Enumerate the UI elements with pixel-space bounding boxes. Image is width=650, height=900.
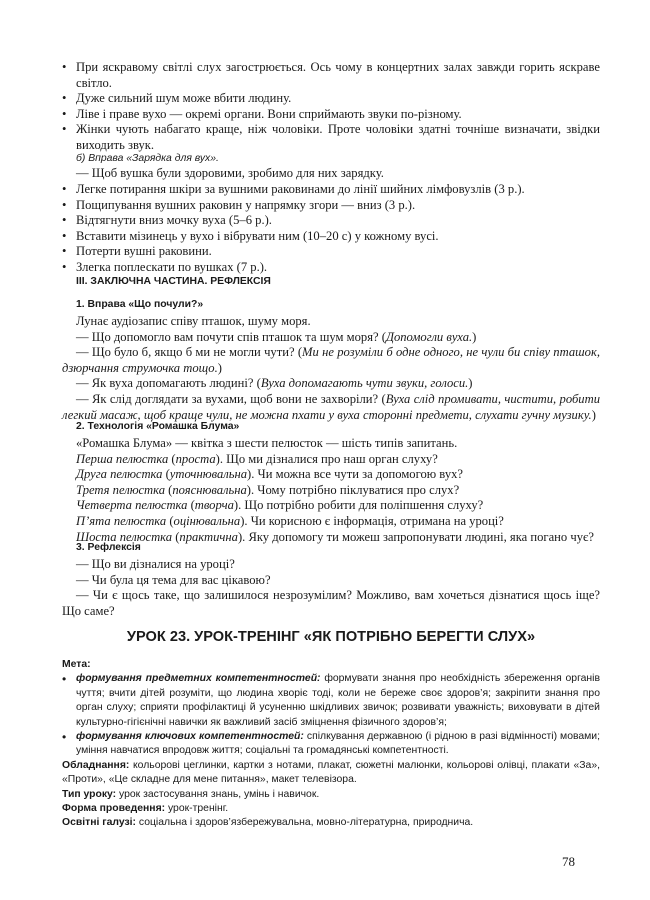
list-item: • формування ключових компетентностей: спілкування державною (і рідною в разі відмінності) мовами; уміння навчатися впродовж життя; соціальні та громадянські компетентності.: [62, 730, 600, 759]
subsection-heading: 3. Рефлексія: [76, 542, 141, 553]
list-item: • При яскравому світлі слух загострюється. Ось чому в концертних залах завжди горить яскраве світло.: [62, 60, 600, 91]
list-item: • формування предметних компетентностей: формувати знання про необхідність збереження органів чуття; вчити дітей розуміти, що людина хворіє тоді, коли не береже своє здоров’я; закріпити знання про орган слуху; сприяти профілактиці й усуненню шкідливих звичок; розвивати уважність; виховувати в дітей культурно-гігієнічні навички як важливий засіб зміцнення фізичного здоров’я;: [62, 672, 600, 730]
equipment: Обладнання: кольорові цеглинки, картки з нотами, плакат, сюжетні малюнки, кольорові олівці, плакати «За», «Проти», «Це складне для мене питання», макет телевізора.: [62, 759, 600, 786]
list-item: • Дуже сильний шум може вбити людину.: [62, 91, 600, 107]
list-item: • Пощипування вушних раковин у напрямку згори — вниз (3 р.).: [62, 198, 600, 214]
list-item: • Відтягнути вниз мочку вуха (5–6 р.).: [62, 213, 600, 229]
reflection: [62, 541, 600, 619]
section-heading: III. ЗАКЛЮЧНА ЧАСТИНА. РЕФЛЕКСІЯ: [76, 276, 271, 287]
subsection-heading: 1. Вправа «Що почули?»: [76, 299, 204, 310]
subsection-heading: 2. Технологія «Ромашка Блума»: [76, 421, 240, 432]
list-item: • Ліве і праве вухо — окремі органи. Вони сприймають звуки по-різному.: [62, 107, 600, 123]
bloom-daisy: [62, 420, 600, 545]
list-item: • Злегка поплескати по вушках (7 р.).: [62, 260, 600, 276]
lesson-type: Тип уроку: урок застосування знань, умінь і навичок.: [62, 788, 320, 800]
list-item: • Легке потирання шкіри за вушними раковинами до лінії шийних лімфовузлів (3 р.).: [62, 182, 600, 198]
petal-line: Третя пелюстка (пояснювальна). Чому потрібно піклуватися про слух?: [76, 482, 460, 497]
educational-areas: Освітні галузі: соціальна і здоров’язбережувальна, мовно-літературна, природнича.: [62, 817, 474, 829]
goal-label: Мета:: [62, 659, 91, 670]
bloom-daisy-body: [62, 436, 600, 545]
lesson-title: УРОК 23. УРОК-ТРЕНІНГ «ЯК ПОТРІБНО БЕРЕГТИ СЛУХ»: [126, 629, 536, 645]
exercise-ear-charging: [62, 152, 600, 276]
exercise-intro: — Щоб вушка були здоровими, зробимо для них зарядку.: [76, 166, 384, 181]
facts-list: [62, 60, 600, 154]
dialogue-line: — Як слід доглядати за вухами, щоб вони не захворіли? (Вуха слід промивати, чистити, робити легкий масаж, щоб краще чули, не можна пхати у вуха сторонні предмети, слухати гучну музику.): [62, 391, 600, 422]
question: — Чи була ця тема для вас цікавою?: [76, 572, 271, 587]
page-number: 78: [562, 854, 575, 869]
question: — Що ви дізналися на уроці?: [76, 557, 235, 571]
dialogue-intro: Лунає аудіозапис співу пташок, шуму моря.: [76, 314, 311, 328]
exercise-heading: б) Вправа «Зарядка для вух».: [76, 153, 219, 164]
dialogue-line: — Що допомогло вам почути спів пташок та шум моря? (Допомогли вуха.): [76, 329, 477, 344]
bloom-intro: «Ромашка Блума» — квітка з шести пелюсток — шість типів запитань.: [76, 436, 458, 450]
petal-line: Четверта пелюстка (творча). Що потрібно робити для поліпшення слуху?: [76, 498, 484, 513]
lesson-meta: [62, 658, 600, 831]
question: — Чи є щось таке, що залишилося незрозумілим? Можливо, вам хочеться дізнатися щось іще? Що саме?: [62, 588, 600, 618]
petal-line: Перша пелюстка (проста). Що ми дізналися про наш орган слуху?: [76, 451, 438, 466]
list-item: • Жінки чують набагато краще, ніж чоловіки. Проте чоловіки здатні точніше визначати, звідки виходить звук.: [62, 122, 600, 153]
exercise-what-heard: [62, 298, 600, 423]
petal-line: Шоста пелюстка (практична). Яку допомогу ти можеш запропонувати людині, яка погано чує?: [76, 529, 594, 544]
goals-list: [62, 672, 600, 758]
lesson-form: Форма проведення: урок-тренінг.: [62, 803, 229, 815]
reflection-questions: [62, 557, 600, 619]
dialogue-line: — Що було б, якщо б ми не могли чути? (Ми не розуміли б одне одного, не чули би співу пташок, дзюрчання струмочка тощо.): [62, 345, 600, 375]
exercise-steps: [62, 182, 600, 276]
list-item: • Вставити мізинець у вухо і вібрувати ним (10–20 с) у кожному вусі.: [62, 229, 600, 245]
dialogue: [62, 314, 600, 423]
petal-line: П’ята пелюстка (оцінювальна). Чи корисною є інформація, отримана на уроці?: [76, 513, 504, 528]
dialogue-line: — Як вуха допомагають людині? (Вуха допомагають чути звуки, голоси.): [76, 376, 473, 391]
petal-line: Друга пелюстка (уточнювальна). Чи можна все чути за допомогою вух?: [76, 467, 463, 482]
list-item: • Потерти вушні раковини.: [62, 244, 600, 260]
